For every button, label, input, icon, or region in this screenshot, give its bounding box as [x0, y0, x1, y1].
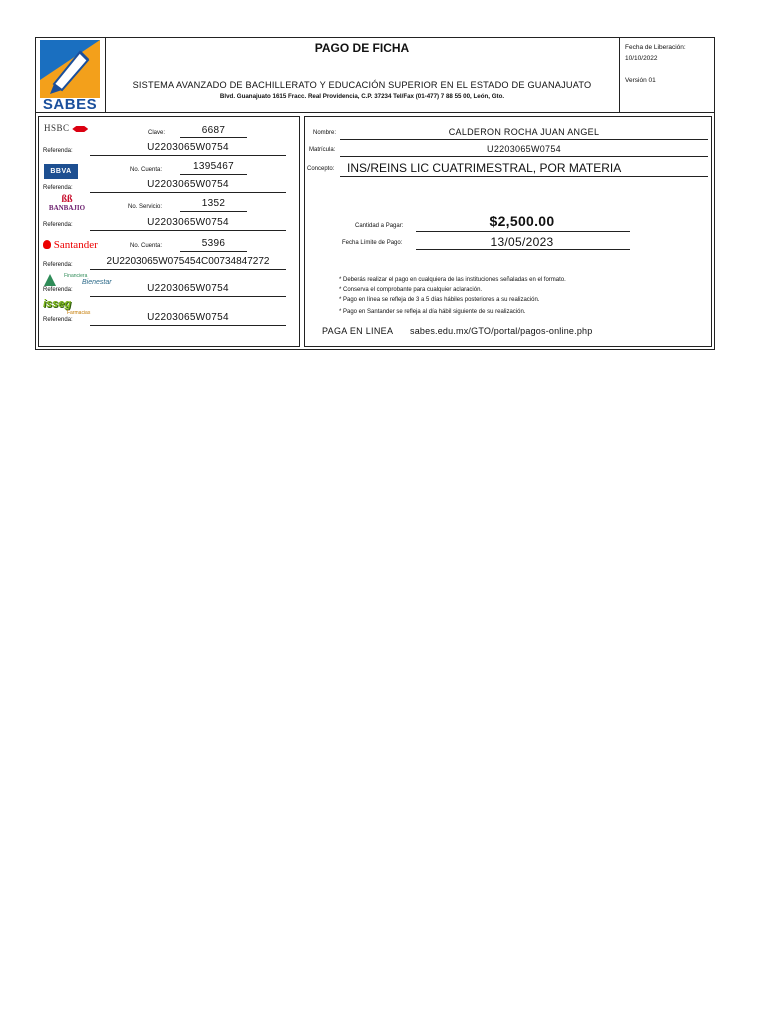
online-url-link[interactable]: sabes.edu.mx/GTO/portal/pagos-online.php [410, 326, 593, 336]
santander-flame-icon [43, 240, 51, 249]
banbajio-key-value: 1352 [201, 198, 226, 209]
hsbc-hexagon-icon [72, 126, 88, 132]
hsbc-key-value: 6687 [201, 125, 226, 136]
amount-line [416, 231, 630, 232]
release-date: 10/10/2022 [625, 55, 658, 62]
matricula-value: U2203065W0754 [487, 144, 561, 154]
sabes-logo-text: SABES [42, 96, 98, 113]
santander-key-value: 5396 [201, 238, 226, 249]
santander-key-label: No. Cuenta: [130, 243, 163, 249]
isseg-ref-value: U2203065W0754 [147, 312, 229, 323]
bbva-logo: BBVA [44, 164, 78, 179]
banbajio-ref-value: U2203065W0754 [147, 217, 229, 228]
bbva-key-value: 1395467 [192, 161, 235, 172]
banbajio-key-line [180, 211, 247, 212]
amount-value: $2,500.00 [489, 213, 555, 229]
name-label: Nombre: [313, 130, 337, 136]
isseg-logo: isseg Farmacias [43, 298, 91, 316]
banbajio-logo: ßß BANBAJIO [44, 195, 90, 213]
matricula-label: Matrícula: [309, 147, 336, 153]
bbva-ref-value: U2203065W0754 [147, 179, 229, 190]
santander-ref-line [90, 269, 286, 270]
hsbc-logo: HSBC [44, 123, 88, 133]
hsbc-key-label: Clave: [148, 130, 166, 136]
bienestar-mark-icon [44, 274, 56, 286]
santander-key-line [180, 251, 247, 252]
student-name: CALDERON ROCHA JUAN ANGEL [448, 127, 600, 137]
online-label: PAGA EN LINEA [322, 326, 394, 336]
due-label: Fecha Límite de Pago: [342, 240, 403, 246]
sabes-logo [40, 40, 100, 113]
address: Blvd. Guanajuato 1615 Fracc. Real Providencia, C.P. 37234 Tel/Fax (01-477) 7 88 55 00, León, Gto. [219, 93, 505, 100]
version-label: Versión 01 [625, 77, 656, 84]
bienestar-ref-line [90, 296, 286, 297]
bienestar-logo: Financiera Bienestar [44, 273, 114, 289]
hsbc-ref-label: Referenda: [43, 148, 73, 154]
due-date-value: 13/05/2023 [490, 235, 554, 249]
banbajio-ref-label: Referenda: [43, 222, 73, 228]
santander-logo: Santander [43, 239, 98, 251]
concept-value: INS/REINS LIC CUATRIMESTRAL, POR MATERIA [347, 161, 622, 175]
sabes-pencil-icon [40, 40, 100, 98]
concept-line [340, 176, 708, 177]
note-2: * Conserva el comprobante para cualquier aclaración. [339, 287, 483, 293]
release-label: Fecha de Liberación: [625, 44, 686, 51]
bienestar-ref-label: Referenda: [43, 287, 73, 293]
note-1: * Deberás realizar el pago en cualquiera de las instituciones señaladas en el formato. [339, 277, 566, 283]
note-3: * Pago en línea se refleja de 3 a 5 días hábiles posteriores a su realización. [339, 297, 540, 303]
meta-divider [619, 37, 620, 113]
note-4: * Pago en Santander se refleja al día hábil siguiente de su realización. [339, 309, 526, 315]
matricula-line [340, 156, 708, 157]
bbva-ref-line [90, 192, 286, 193]
bienestar-ref-value: U2203065W0754 [147, 283, 229, 294]
bbva-key-line [180, 174, 247, 175]
banbajio-ref-line [90, 230, 286, 231]
name-line [340, 139, 708, 140]
banbajio-key-label: No. Servicio: [128, 204, 163, 210]
due-line [416, 249, 630, 250]
hsbc-key-line [180, 137, 247, 138]
hsbc-ref-line [90, 155, 286, 156]
santander-ref-value: 2U2203065W075454C00734847272 [106, 256, 270, 267]
amount-label: Cantidad a Pagar: [355, 223, 404, 229]
isseg-ref-label: Referenda: [43, 317, 73, 323]
hsbc-ref-value: U2203065W0754 [147, 142, 229, 153]
system-name: SISTEMA AVANZADO DE BACHILLERATO Y EDUCACIÓN SUPERIOR EN EL ESTADO DE GUANAJUATO [132, 80, 592, 90]
page-title: PAGO DE FICHA [314, 41, 410, 55]
bbva-ref-label: Referenda: [43, 185, 73, 191]
bbva-key-label: No. Cuenta: [130, 167, 163, 173]
header-divider [35, 112, 715, 113]
banbajio-mark-icon: ßß [61, 194, 73, 205]
santander-ref-label: Referenda: [43, 262, 73, 268]
concept-label: Concepto: [307, 166, 335, 172]
isseg-ref-line [90, 325, 286, 326]
